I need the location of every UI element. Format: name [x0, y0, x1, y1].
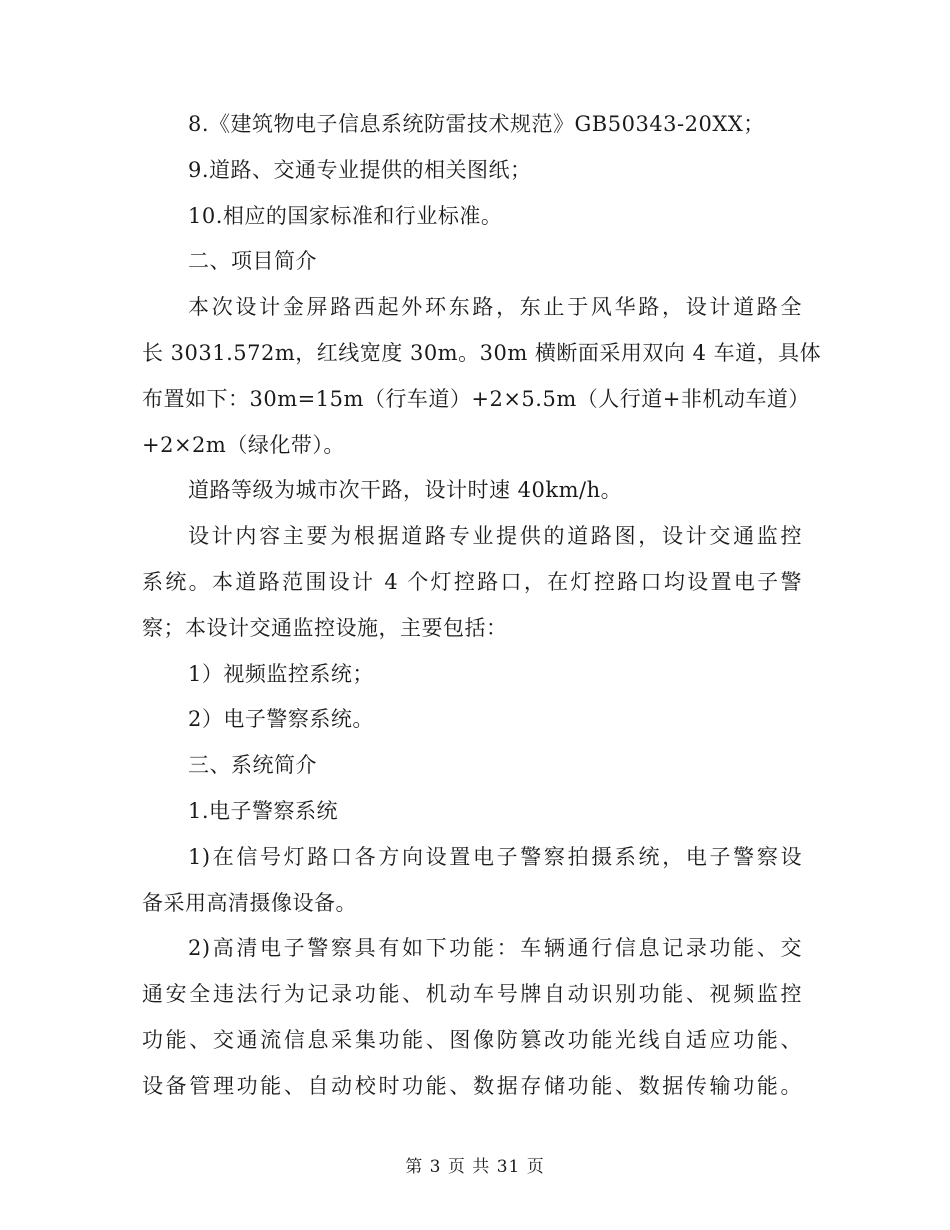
section-heading: 二、项目简介: [188, 249, 317, 274]
paragraph-line: 系统。本道路范围设计 4 个灯控路口，在灯控路口均设置电子警: [142, 569, 802, 594]
list-item: 10.相应的国家标准和行业标准。: [188, 203, 503, 228]
paragraph-line: 道路等级为城市次干路，设计时速 40km/h。: [188, 478, 623, 503]
subsection-heading: 1.电子警察系统: [188, 798, 339, 823]
list-item: 2）电子警察系统。: [188, 707, 374, 732]
paragraph-line: 长 3031.572m，红线宽度 30m。30m 横断面采用双向 4 车道，具体: [142, 340, 822, 365]
list-item: 8.《建筑物电子信息系统防雷技术规范》GB50343-20XX；: [188, 112, 765, 136]
list-item: 1）视频监控系统；: [188, 661, 374, 686]
paragraph-line: 备采用高清摄像设备。: [142, 890, 357, 915]
paragraph-line: 2)高清电子警察具有如下功能：车辆通行信息记录功能、交: [188, 936, 802, 961]
paragraph-line: 设备管理功能、自动校时功能、数据存储功能、数据传输功能。: [142, 1073, 802, 1098]
list-item: 9.道路、交通专业提供的相关图纸；: [188, 157, 532, 182]
page-number-footer: 第 3 页 共 31 页: [405, 1157, 545, 1177]
paragraph-line: 本次设计金屏路西起外环东路，东止于风华路，设计道路全: [188, 295, 802, 320]
paragraph-line: 通安全违法行为记录功能、机动车号牌自动识别功能、视频监控: [142, 982, 802, 1007]
document-body: [142, 102, 822, 1110]
paragraph-line: 察；本设计交通监控设施，主要包括：: [142, 615, 508, 640]
paragraph-line: 1)在信号灯路口各方向设置电子警察拍摄系统，电子警察设: [188, 844, 802, 869]
paragraph-line: 布置如下：30m=15m（行车道）+2×5.5m（人行道+非机动车道）: [142, 386, 810, 411]
paragraph-line: 设计内容主要为根据道路专业提供的道路图，设计交通监控: [188, 524, 802, 549]
paragraph-line: 功能、交通流信息采集功能、图像防篡改功能光线自适应功能、: [142, 1027, 802, 1052]
section-heading: 三、系统简介: [188, 753, 317, 778]
paragraph-line: +2×2m（绿化带）。: [142, 432, 345, 457]
